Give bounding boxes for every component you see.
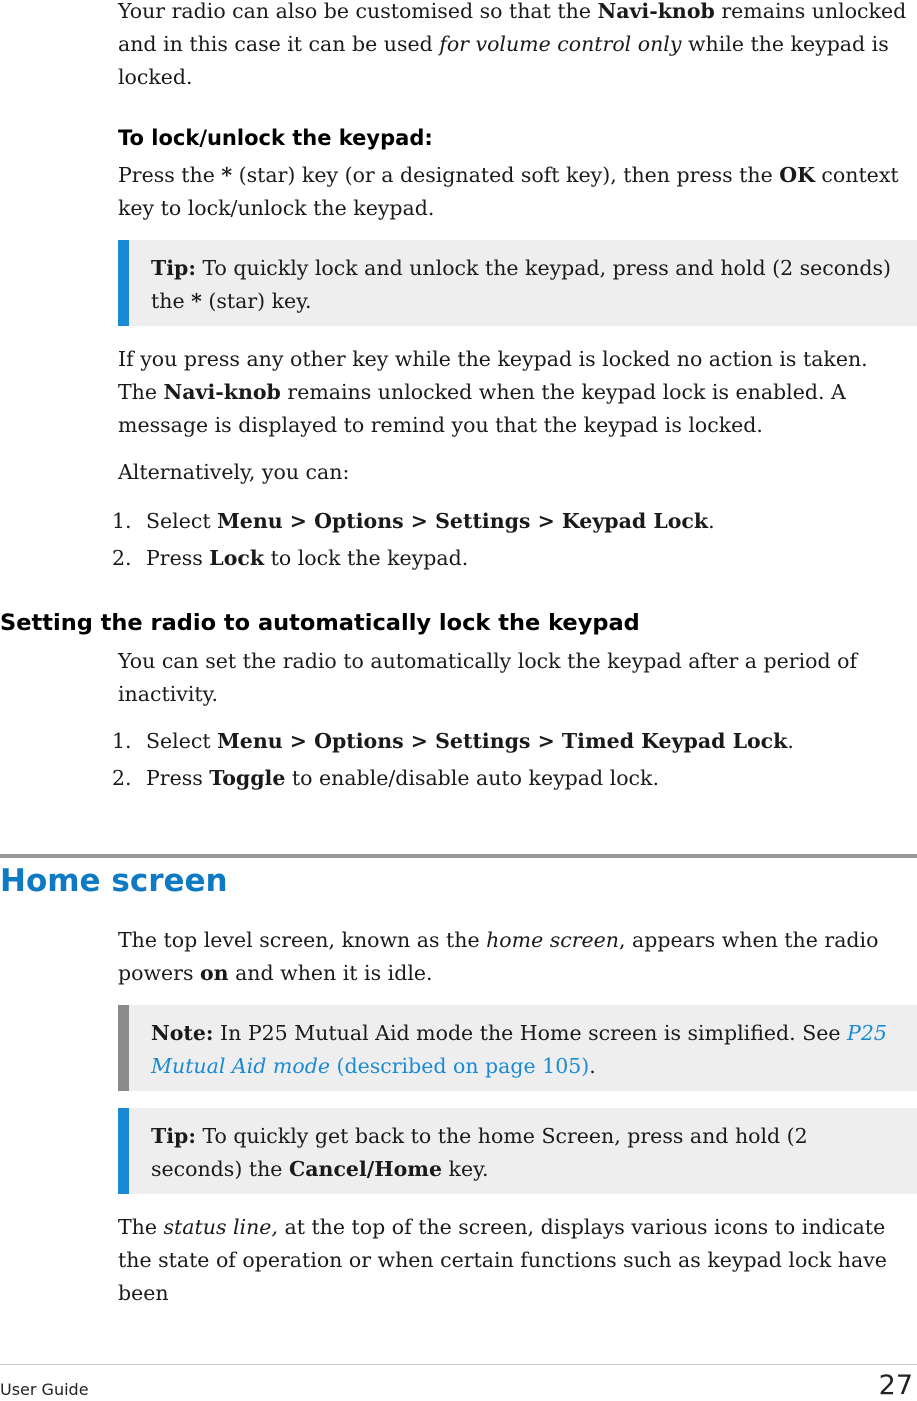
tip-callout-lock: Tip: To quickly lock and unlock the keypad, press and hold (2 seconds) the * (star) key. xyxy=(118,240,917,326)
paragraph-auto-lock: You can set the radio to automatically lock the keypad after a period of inactivity. xyxy=(118,649,858,706)
paragraph-press-star: Press the * (star) key (or a designated soft key), then press the OK context key to lock/unlock the keypad. xyxy=(118,163,899,220)
timed-lock-steps xyxy=(112,725,892,799)
paragraph-home-screen: The top level screen, known as the home screen, appears when the radio powers on and when it is idle. xyxy=(118,928,879,985)
tip-callout-home: Tip: To quickly get back to the home Screen, press and hold (2 seconds) the Cancel/Home key. xyxy=(118,1108,917,1194)
tip-label: Tip: xyxy=(151,1124,196,1148)
list-item: 2. Press Toggle to enable/disable auto keypad lock. xyxy=(112,766,659,790)
home-screen-heading: Home screen xyxy=(0,863,228,899)
tip-label: Tip: xyxy=(151,256,196,280)
mutual-aid-link[interactable]: P25 Mutual Aid mode (described on page 105) xyxy=(151,1021,887,1078)
paragraph-other-key: If you press any other key while the keypad is locked no action is taken. The Navi-knob remains unlocked when the keypad lock is enabled. A message is displayed to remind you that the keypad is locked. xyxy=(118,347,868,437)
paragraph-status-line: The status line, at the top of the screen, displays various icons to indicate the state of operation or when certain functions such as keypad lock have been xyxy=(118,1215,887,1305)
page-number: 27 xyxy=(878,1370,913,1401)
keypad-lock-steps xyxy=(112,505,892,579)
list-item: 1. Select Menu > Options > Settings > Timed Keypad Lock. xyxy=(112,729,794,753)
note-label: Note: xyxy=(151,1021,214,1045)
paragraph-alternatively: Alternatively, you can: xyxy=(118,460,350,484)
auto-lock-heading: Setting the radio to automatically lock the keypad xyxy=(0,610,640,636)
lock-unlock-heading: To lock/unlock the keypad: xyxy=(118,126,433,150)
section-divider xyxy=(0,854,917,858)
list-item: 2. Press Lock to lock the keypad. xyxy=(112,546,469,570)
footer-title: User Guide xyxy=(0,1380,89,1399)
footer-divider xyxy=(0,1364,917,1365)
paragraph-navi-knob-unlocked: Your radio can also be customised so that the Navi-knob remains unlocked and in this case it can be used for volume control only while the keypad is locked. xyxy=(118,0,907,89)
note-callout-mutual-aid: Note: In P25 Mutual Aid mode the Home screen is simplified. See P25 Mutual Aid mode (described on page 105). xyxy=(118,1005,917,1091)
list-item: 1. Select Menu > Options > Settings > Keypad Lock. xyxy=(112,509,715,533)
